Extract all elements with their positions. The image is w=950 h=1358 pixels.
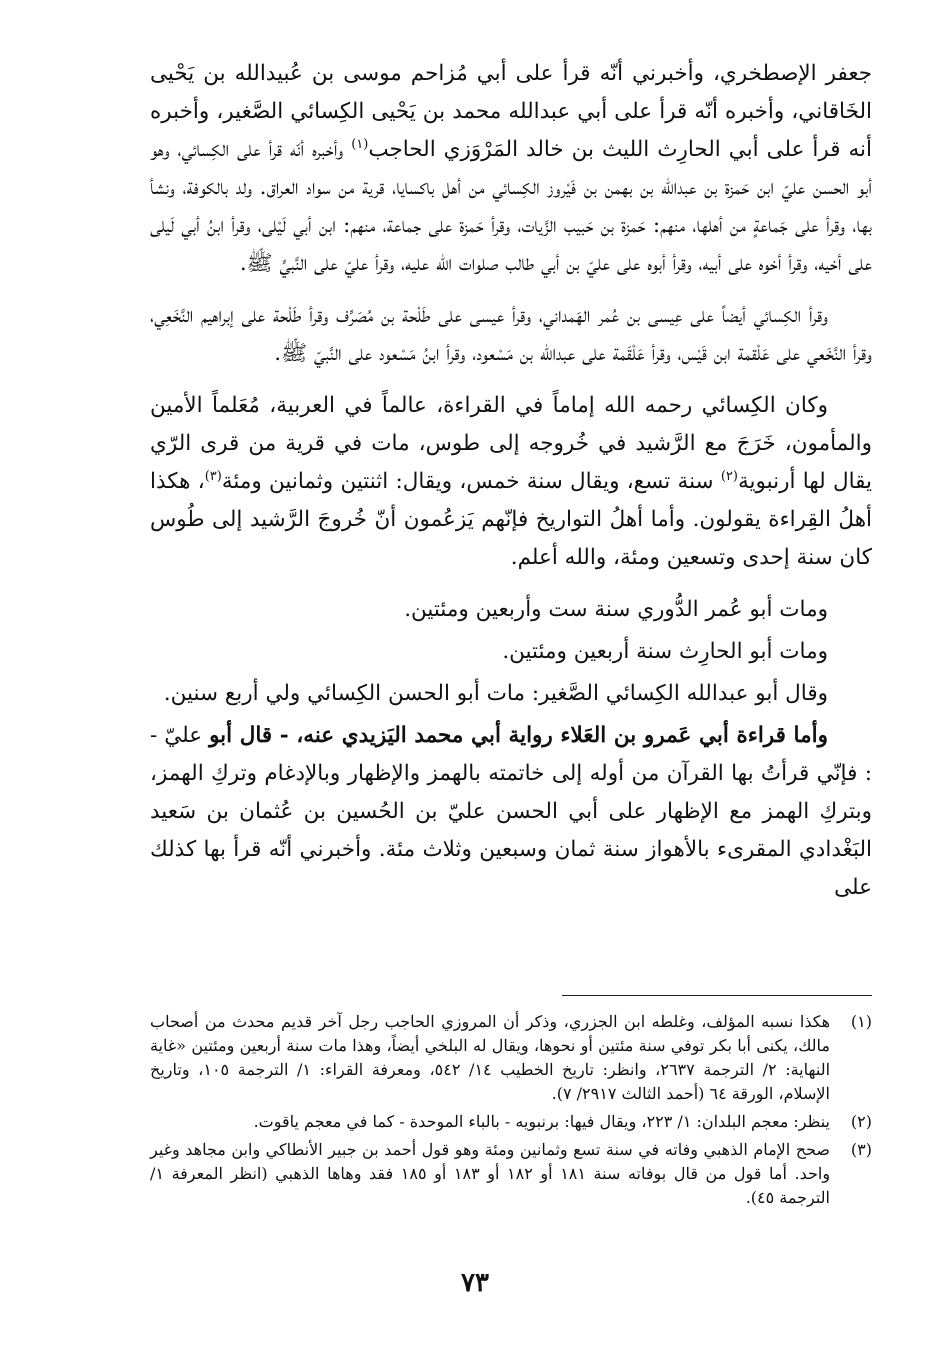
footnote-number: (١) (850, 1012, 872, 1031)
section-heading: وأما قراءة أبي عَمرو بن العَلاء رواية أبي محمد اليَزيدي عنه، - قال أبو (209, 723, 828, 748)
footnote-text: هكذا نسبه المؤلف، وغلطه ابن الجزري، وذكر أن المروزي الحاجب رجل آخر قديم محدث من أصحاب مالك، يكنى أبا بكر توفي سنة مئتين أو نحوها، ويقال له البلخي أيضاً، وهذا مات سنة أربعين ومئتين «غاية النهاية: ٢/ الترجمة ٢٦٣٧، وانظر: تاريخ الخطيب ١٤/ ٥٤٢، ومعرفة القراء: ١/ الترجمة ١٠٥، وتاريخ الإسلام، الورقة ٦٤ (أحمد الثالث ٢٩١٧/ ٧). (150, 1012, 831, 1103)
footnote-number: (٢) (850, 1112, 872, 1131)
paragraph-isnad-kisai (150, 55, 872, 283)
footnote-item (150, 1110, 872, 1134)
paragraph-text: وكان الكِسائي رحمه الله إماماً في القراءة، عالماً في العربية، مُعَلماً الأمين والمأمون، خَرَجَ مع الرَّشيد في خُروجه إلى طوس، مات في قرية من قرى الرّي يقال لها أرنبوية (150, 393, 873, 494)
footnote-text: ينظر: معجم البلدان: ١/ ٢٢٣، ويقال فيها: برنبويه - بالباء الموحدة - كما في معجم ياقوت. (253, 1112, 830, 1131)
paragraph-kisai-saghir-quote: وقال أبو عبدالله الكِسائي الصَّغير: مات أبو الحسن الكِسائي ولي أربع سنين. (163, 681, 828, 706)
paragraph-abu-amr-section (150, 717, 872, 907)
page-body (150, 55, 872, 921)
paragraph-text: جعفر الإصطخري، وأخبرني أنّه قرأ على أبي مُزاحم موسى بن عُبيدالله بن يَحْيى الخَاقاني، وأخبره أنّه قرأ على أبي عبدالله محمد بن يَحْيى الكِسائي الصَّغير، وأخبره أنه قرأ على أبي الحارِث الليث بن خالد المَرْوَزي الحاجب (150, 61, 872, 162)
paragraph-text: ، هكذا أهلُ القِراءة يقولون. وأما أهلُ التواريخ فإنّهم يَزعُمون أنّ خُروجَ الرَّشيد إلى طُوس كان سنة إحدى وتسعين ومئة، والله أعلم. (150, 469, 872, 570)
footnote-item (150, 1138, 872, 1210)
footnote-divider (562, 995, 872, 996)
footnote-number: (٣) (850, 1140, 872, 1159)
page-number: ٧٣ (461, 1268, 489, 1298)
paragraph-text: سنة تسع، ويقال سنة خمس، ويقال: اثنتين وثمانين ومئة (221, 469, 721, 494)
paragraph-duri-death: ومات أبو عُمر الدُّوري سنة ست وأربعين ومئتين. (404, 597, 828, 622)
footnote-reference-1[interactable]: (١) (351, 136, 369, 152)
footnotes-section (150, 1010, 872, 1214)
paragraph-kisai-biography (150, 387, 872, 577)
paragraph-harith-death: ومات أبو الحارِث سنة أربعين ومئتين. (502, 639, 828, 664)
paragraph-text: وأخبره أنّه قرأ على الكِسائي، وهو أبو الحسن عليّ ابن حَمزة بن عبدالله بن بهمن بن فَيْروز الكِسائي من أهل باكسايا، قرية من سواد العراق. ولد بالكوفة، ونشأ بها، وقرأ على جَماعةٍ من أهلها، منهم: حَمزة بن حَبيب الزَّيات، وقرأ حَمزة على جماعة، منهم: ابن أبي لَيْلى، وقرأ ابنُ أبي لَيلى على أخيه، وقرأ أخوه على أبيه، وقرأ أبوه على عليّ بن أبي طالب صلوات الله عليه، وقرأ عليّ على النَّبيِّ ﷺ. (150, 137, 872, 276)
footnote-reference-2[interactable]: (٢) (720, 468, 738, 484)
footnote-reference-3[interactable]: (٣) (204, 468, 222, 484)
footnote-text: صحح الإمام الذهبي وفاته في سنة تسع وثمانين ومئة وهو قول أحمد بن جبير الأنطاكي وابن مجاهد وغير واحد. أما قول من قال بوفاته سنة ١٨١ أو ١٨٢ أو ١٨٣ أو ١٨٥ فقد وهاها الذهبي (انظر المعرفة ١/ الترجمة ٤٥). (150, 1140, 831, 1207)
footnote-item (150, 1010, 872, 1106)
paragraph-text: عليّ - : فإنّي قرأتُ بها القرآن من أوله إلى خاتمته بالهمز والإظهار وبالإدغام وتركِ الهمز، وبتركِ الهمز مع الإظهار على أبي الحسن عليّ بن الحُسين بن عُثمان بن سَعيد البَغْدادي المقرىء بالأهواز سنة ثمان وسبعين وثلاث مئة. وأخبرني أنّه قرأ بها كذلك على (150, 723, 872, 900)
paragraph-kisai-isa: وقرأ الكِسائي أيضاً على عِيسى بن عُمر الهَمداني، وقرأ عيسى على طَلْحة بن مُصَرِّف وقرأ طَلْحة على إبراهيم النَّخَعِي، وقرأ النَّخَعي على عَلْقمة ابن قَيْس، وقرأ عَلْقَمة على عبدالله بن مَسْعود، وقرأ ابنُ مَسْعود على النَّبيّ ﷺ. (150, 303, 872, 366)
